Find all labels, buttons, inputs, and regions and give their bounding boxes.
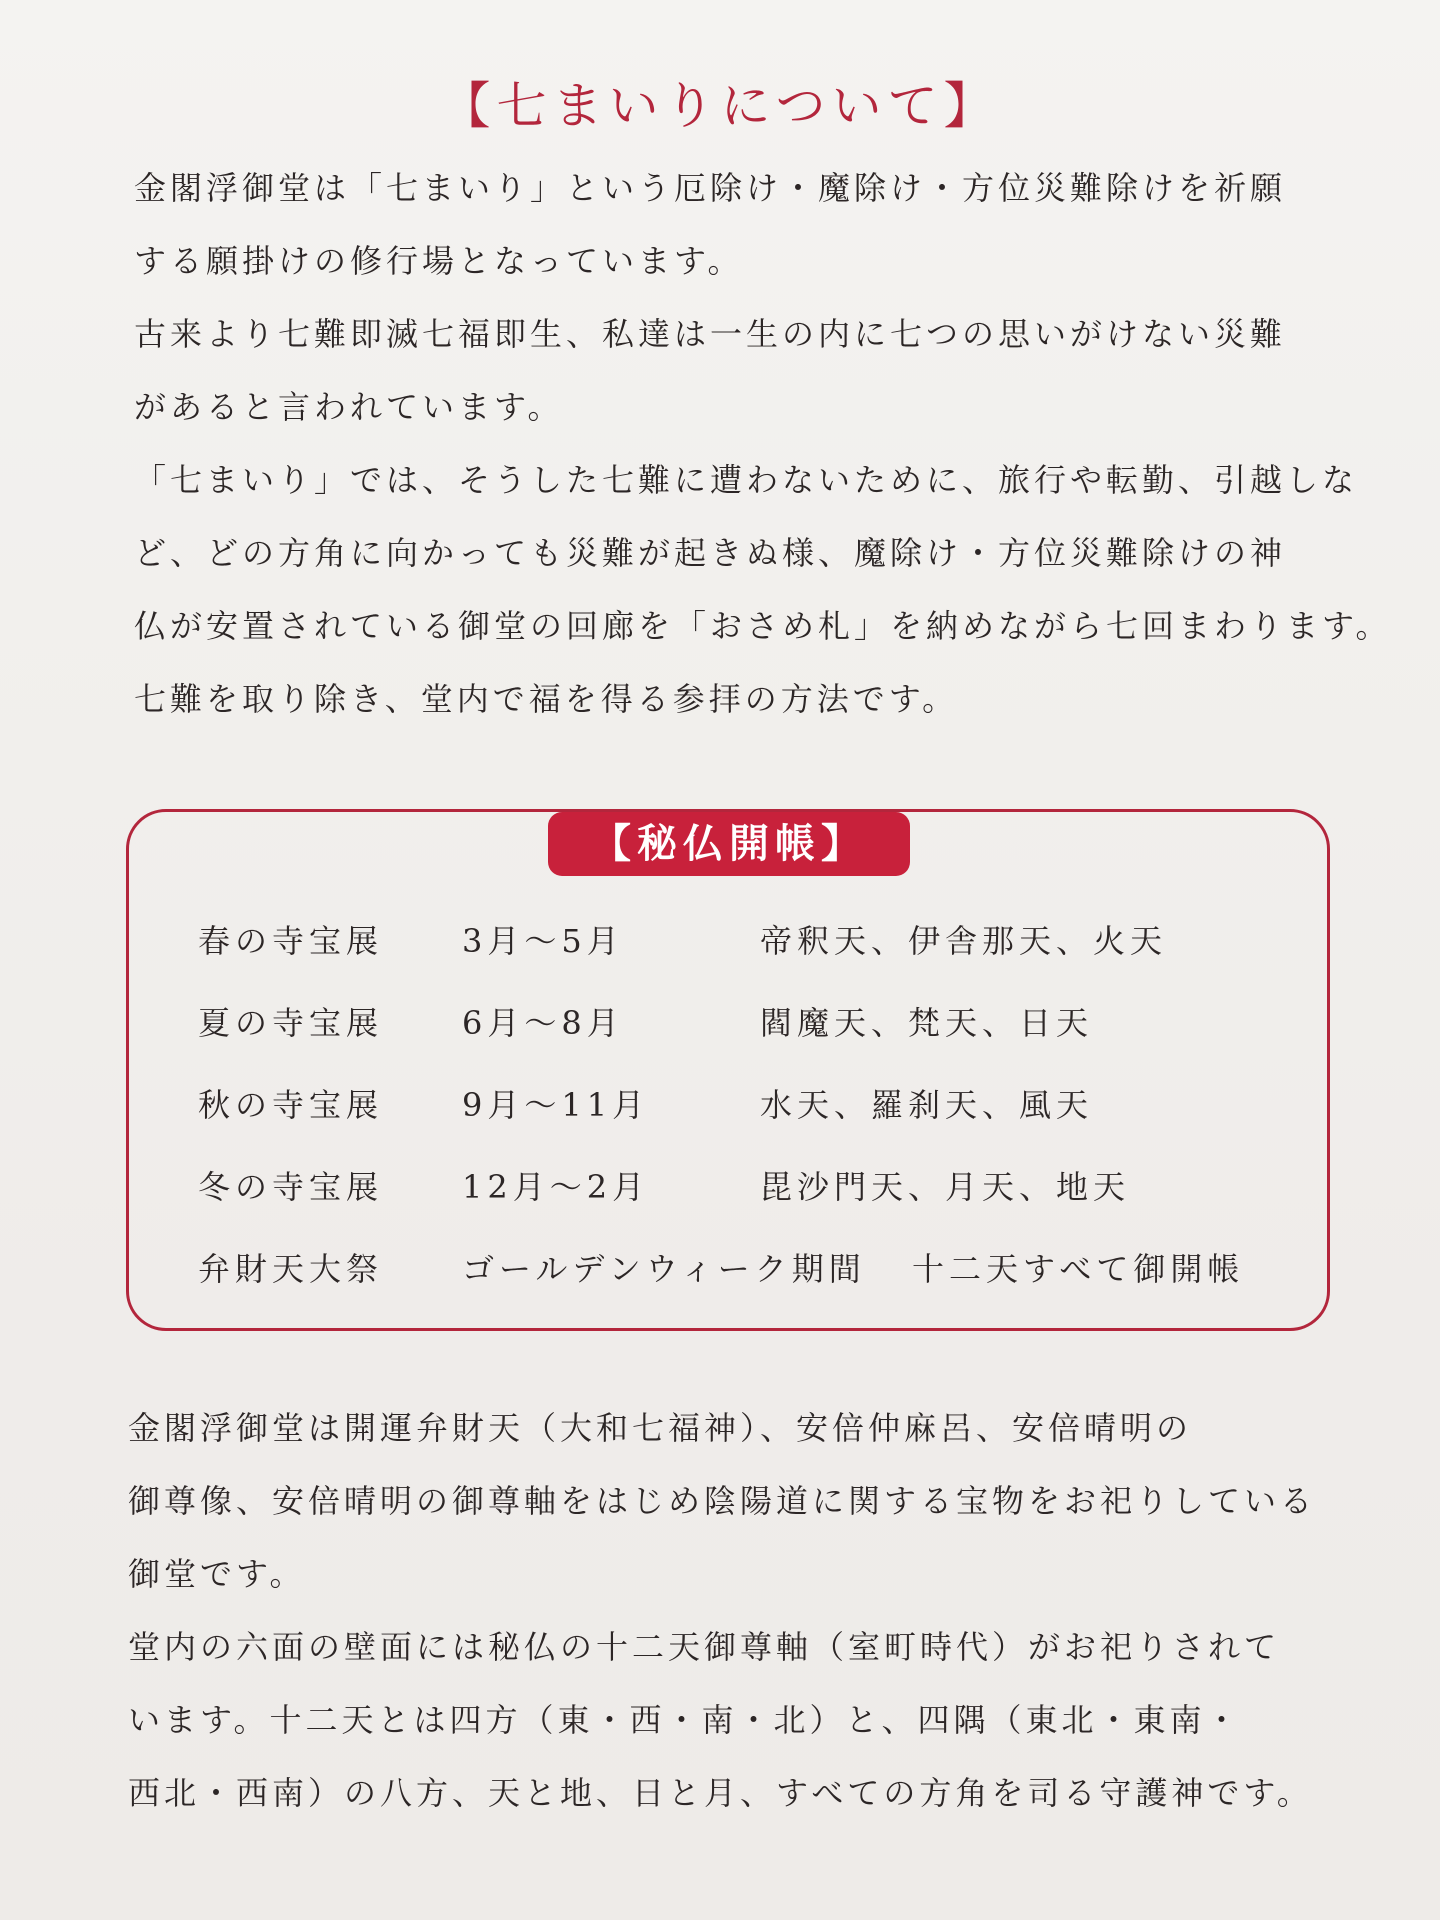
intro-line: ど、どの方角に向かっても災難が起きぬ様、魔除け・方位災難除けの神: [134, 534, 1287, 572]
description-line: 西北・西南）の八方、天と地、日と月、すべての方角を司る守護神です。: [128, 1774, 1313, 1812]
intro-line: があると言われています。: [134, 388, 564, 426]
exhibit-deities: 十二天すべて御開帳: [912, 1250, 1245, 1288]
exhibit-name: 秋の寺宝展: [198, 1086, 384, 1124]
exhibit-name: 夏の寺宝展: [198, 1004, 384, 1042]
intro-line: 仏が安置されている御堂の回廊を「おさめ札」を納めながら七回まわります。: [134, 607, 1392, 645]
intro-paragraph: [134, 152, 1392, 736]
exhibit-period: 6月～8月: [462, 1004, 624, 1042]
description-line: います。十二天とは四方（東・西・南・北）と、四隅（東北・東南・: [128, 1701, 1242, 1739]
exhibit-name: 弁財天大祭: [198, 1250, 384, 1288]
exhibit-name: 春の寺宝展: [198, 922, 384, 960]
description-line: 御尊像、安倍晴明の御尊軸をはじめ陰陽道に関する宝物をお祀りしている: [128, 1482, 1317, 1520]
intro-line: 七難を取り除き、堂内で福を得る参拝の方法です。: [134, 680, 959, 718]
intro-line: する願掛けの修行場となっています。: [134, 242, 744, 280]
description-line: 堂内の六面の壁面には秘仏の十二天御尊軸（室町時代）がお祀りされて: [128, 1628, 1281, 1666]
exhibit-deities: 帝釈天、伊舎那天、火天: [760, 922, 1168, 960]
description-line: 御堂です。: [128, 1555, 306, 1593]
exhibit-name: 冬の寺宝展: [198, 1168, 384, 1206]
exhibit-deities: 閻魔天、梵天、日天: [760, 1004, 1094, 1042]
exhibit-period: ゴールデンウィーク期間: [462, 1250, 866, 1288]
intro-line: 金閣浮御堂は「七まいり」という厄除け・魔除け・方位災難除けを祈願: [134, 169, 1287, 207]
description-line: 金閣浮御堂は開運弁財天（大和七福神）、安倍仲麻呂、安倍晴明の: [128, 1409, 1193, 1447]
exhibit-period: 9月～11月: [462, 1086, 650, 1124]
exhibit-deities: 毘沙門天、月天、地天: [760, 1168, 1131, 1206]
intro-line: 「七まいり」では、そうした七難に遭わないために、旅行や転勤、引越しな: [134, 461, 1359, 499]
kaicho-heading: 【秘仏開帳】: [548, 812, 910, 876]
exhibit-deities: 水天、羅刹天、風天: [760, 1086, 1094, 1124]
exhibit-period: 3月～5月: [462, 922, 624, 960]
exhibit-period: 12月～2月: [462, 1168, 650, 1206]
intro-line: 古来より七難即滅七福即生、私達は一生の内に七つの思いがけない災難: [134, 315, 1287, 353]
description-paragraph: [128, 1392, 1328, 1830]
page-title: 【七まいりについて】: [440, 77, 1000, 135]
